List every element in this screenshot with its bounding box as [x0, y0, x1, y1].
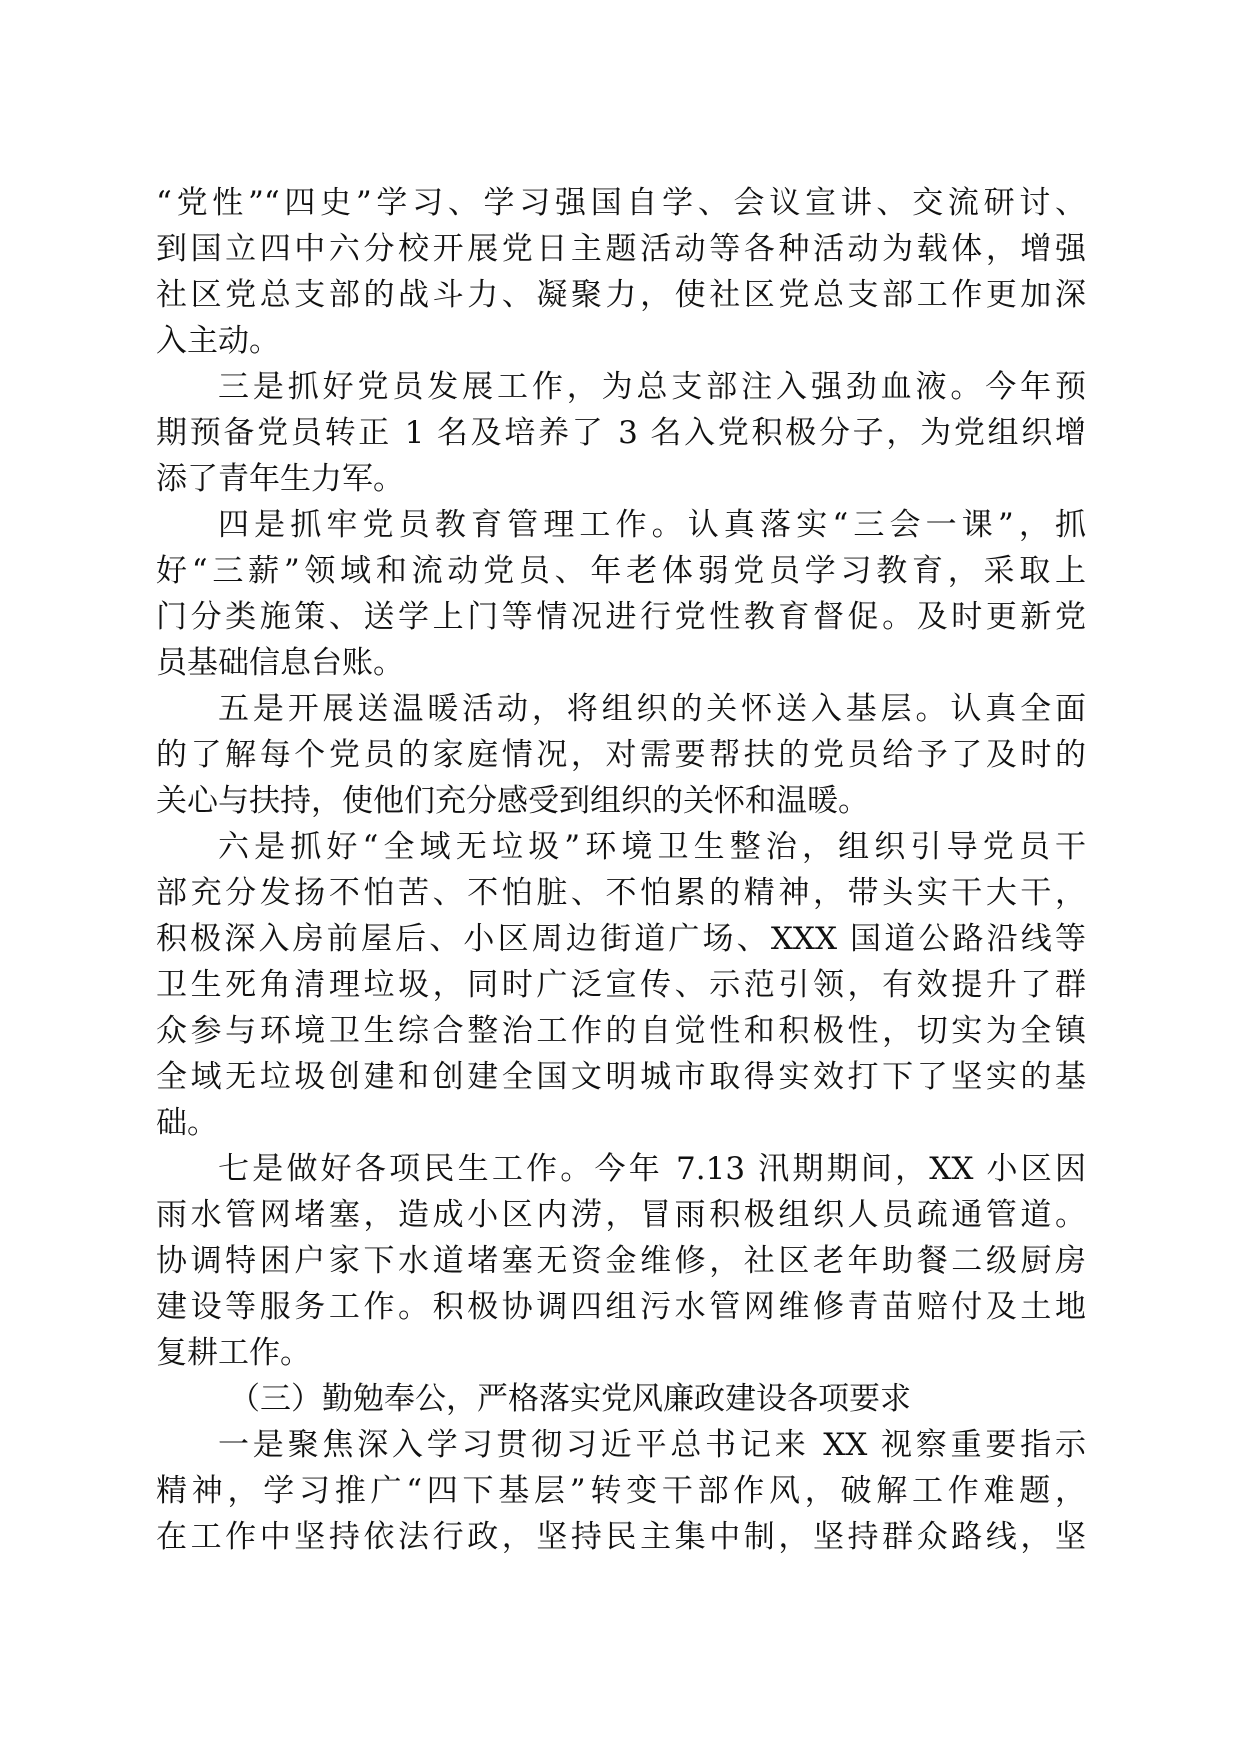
text-line: 雨水管网堵塞，造成小区内涝，冒雨积极组织人员疏通管道。 [156, 1197, 1086, 1233]
text-line: 建设等服务工作。积极协调四组污水管网维修青苗赔付及土地 [156, 1289, 1086, 1325]
text-line: 卫生死角清理垃圾，同时广泛宣传、示范引领，有效提升了群 [156, 967, 1086, 1003]
text-line: 六是抓好“全域无垃圾”环境卫生整治，组织引导党员干 [218, 829, 1086, 865]
text-line: 入主动。 [156, 323, 280, 359]
text-line: 期预备党员转正 1 名及培养了 3 名入党积极分子，为党组织增 [156, 415, 1086, 451]
text-line: 五是开展送温暖活动，将组织的关怀送入基层。认真全面 [218, 691, 1086, 727]
text-line: 复耕工作。 [156, 1335, 311, 1371]
paragraph-member-education [156, 502, 1086, 686]
document-body [156, 180, 1086, 1560]
text-line: 好“三薪”领域和流动党员、年老体弱党员学习教育，采取上 [156, 553, 1086, 589]
text-line: 社区党总支部的战斗力、凝聚力，使社区党总支部工作更加深 [156, 277, 1086, 313]
section-heading: （三）勤勉奉公，严格落实党风廉政建设各项要求 [229, 1381, 911, 1417]
paragraph-livelihood-work [156, 1146, 1086, 1376]
text-line: 四是抓牢党员教育管理工作。认真落实“三会一课”，抓 [218, 507, 1086, 543]
paragraph-environment-remediation [156, 824, 1086, 1146]
text-line: 门分类施策、送学上门等情况进行党性教育督促。及时更新党 [156, 599, 1086, 635]
text-line: 众参与环境卫生综合整治工作的自觉性和积极性，切实为全镇 [156, 1013, 1086, 1049]
text-line: 到国立四中六分校开展党日主题活动等各种活动为载体，增强 [156, 231, 1086, 267]
section-heading-integrity [156, 1376, 1086, 1422]
text-line: 七是做好各项民生工作。今年 7.13 汛期期间，XX 小区因 [218, 1151, 1086, 1187]
paragraph-member-development [156, 364, 1086, 502]
text-line: 添了青年生力军。 [156, 461, 404, 497]
text-line: 积极深入房前屋后、小区周边街道广场、XXX 国道公路沿线等 [156, 921, 1086, 957]
text-line: 员基础信息台账。 [156, 645, 404, 681]
text-line: “党性”“四史”学习、学习强国自学、会议宣讲、交流研讨、 [156, 185, 1086, 221]
text-line: 三是抓好党员发展工作，为总支部注入强劲血液。今年预 [218, 369, 1086, 405]
text-line: 协调特困户家下水道堵塞无资金维修，社区老年助餐二级厨房 [156, 1243, 1086, 1279]
text-line: 础。 [156, 1105, 218, 1141]
paragraph-study-activities [156, 180, 1086, 364]
text-line: 部充分发扬不怕苦、不怕脏、不怕累的精神，带头实干大干， [156, 875, 1086, 911]
text-line: 一是聚焦深入学习贯彻习近平总书记来 XX 视察重要指示 [218, 1427, 1086, 1463]
text-line: 关心与扶持，使他们充分感受到组织的关怀和温暖。 [156, 783, 869, 819]
text-line: 全域无垃圾创建和创建全国文明城市取得实效打下了坚实的基 [156, 1059, 1086, 1095]
paragraph-study-instructions [156, 1422, 1086, 1560]
text-line: 在工作中坚持依法行政，坚持民主集中制，坚持群众路线，坚 [156, 1519, 1086, 1555]
text-line: 精神，学习推广“四下基层”转变干部作风，破解工作难题， [156, 1473, 1086, 1509]
text-line: 的了解每个党员的家庭情况，对需要帮扶的党员给予了及时的 [156, 737, 1086, 773]
paragraph-warmth-activities [156, 686, 1086, 824]
